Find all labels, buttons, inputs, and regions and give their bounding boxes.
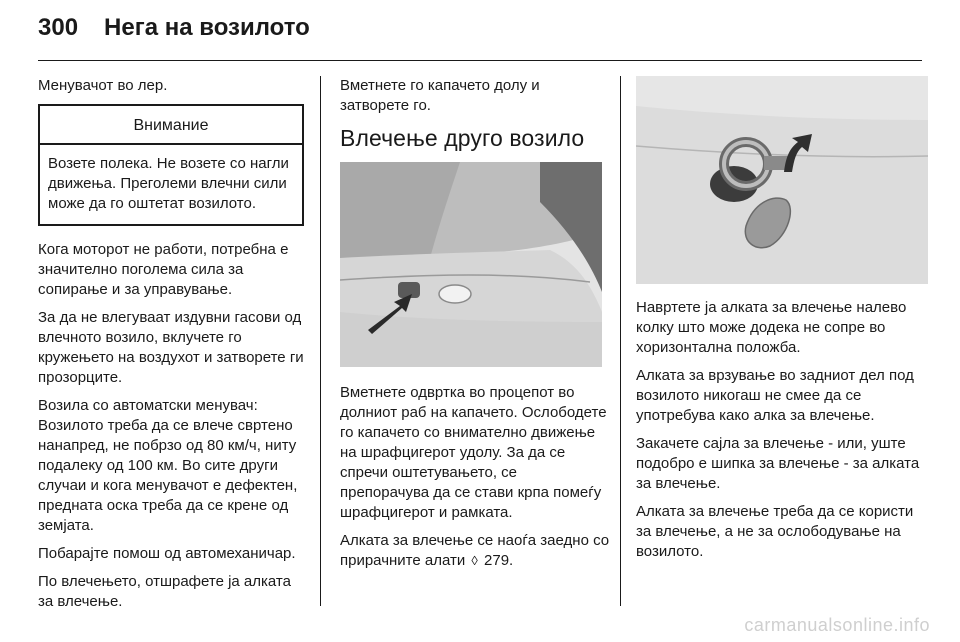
col2-last-paragraph-text: Алката за влечење се наоѓа заедно со прирачните алати bbox=[340, 532, 610, 569]
page-title: Нега на возилото bbox=[104, 14, 310, 41]
header-rule bbox=[38, 60, 922, 61]
rear-bumper-cover-illustration bbox=[340, 162, 602, 367]
column-divider-left bbox=[320, 76, 321, 606]
col1-paragraph: Возила со автоматски менувач: Возилото треба да се влече свртено нанапред, не побрзо од 80 км/ч, ниту подалеку од 100 км. Во сите други случаи и кога менувачот е дефектен, предната оска треба да се крене од земјата. bbox=[38, 397, 298, 534]
watermark: carmanualsonline.info bbox=[744, 615, 930, 635]
warning-body: Возете полека. Не возете со нагли движења. Преголеми влечни сили може да го оштетат возилото. bbox=[48, 155, 289, 212]
col1-paragraph: За да не влегуваат издувни гасови од влечното возило, вклучете го кружењето на воздухот и затворете ги прозорците. bbox=[38, 309, 304, 386]
column-divider-right bbox=[620, 76, 621, 606]
warning-box bbox=[38, 104, 304, 226]
page-reference-number: 279. bbox=[484, 552, 514, 569]
col1-paragraph: Побарајте помош од автомеханичар. bbox=[38, 545, 296, 562]
column-2 bbox=[340, 76, 610, 579]
col3-paragraph: Алката за влечење треба да се користи за влечење, а не за ослободување на возилото. bbox=[636, 503, 914, 560]
towing-eye-illustration bbox=[636, 76, 928, 284]
col2-intro: Вметнете го капачето долу и затворете го. bbox=[340, 77, 540, 114]
page-reference-icon: ◊ bbox=[471, 553, 478, 568]
col1-intro: Менувачот во лер. bbox=[38, 77, 168, 94]
col2-paragraph: Вметнете одвртка во процепот во долниот раб на капачето. Ослободете го капачето со внимателно движење на шрафцигерот удолу. За да се спречи оштетувањето, се препорачува да се стави крпа помеѓу шрафцигерот и рамката. bbox=[340, 384, 607, 521]
col3-paragraph: Навртете ја алката за влечење налево колку што може додека не сопре во хоризонтална положба. bbox=[636, 299, 907, 356]
col3-paragraph: Алката за врзување во задниот дел под возилото никогаш не смее да се употребува како алка за влечење. bbox=[636, 367, 914, 424]
col1-paragraph: Кога моторот не работи, потребна е значително поголема сила за сопирање и за управување. bbox=[38, 241, 289, 298]
col3-paragraph: Закачете сајла за влечење - или, уште подобро е шипка за влечење - за алката за влечење. bbox=[636, 435, 920, 492]
column-3 bbox=[636, 76, 928, 570]
column-1 bbox=[38, 76, 304, 620]
warning-title: Внимание bbox=[40, 106, 302, 145]
col1-paragraph: По влечењето, отшрафете ја алката за влечење. bbox=[38, 573, 291, 610]
col2-last-paragraph bbox=[340, 531, 610, 571]
section-heading: Влечење друго возило bbox=[340, 125, 585, 151]
page-header bbox=[38, 14, 310, 54]
page-number: 300 bbox=[38, 14, 79, 41]
